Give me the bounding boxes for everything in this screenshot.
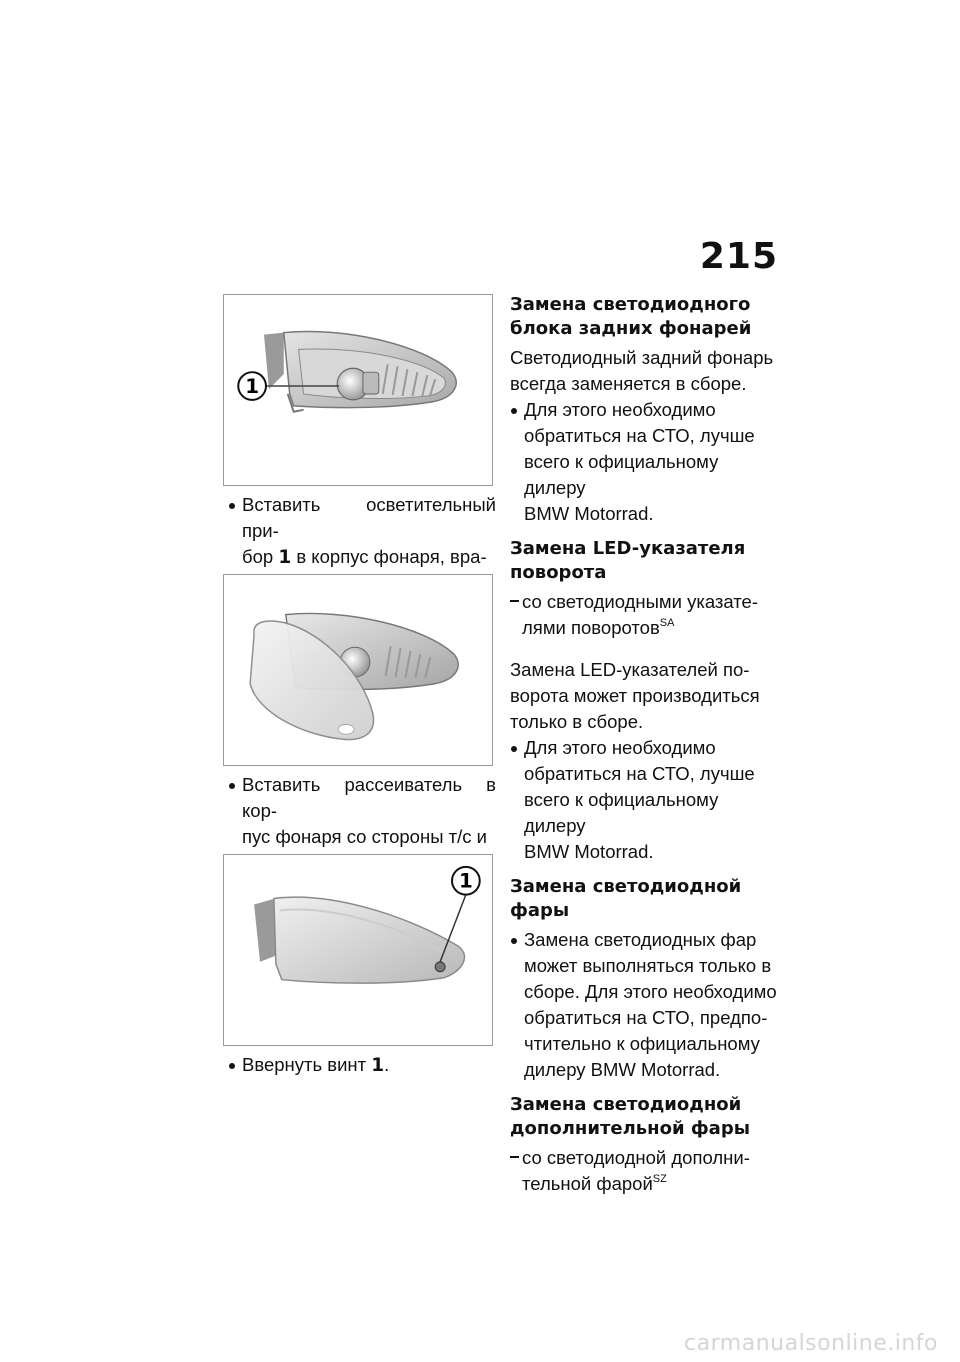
taillight-assembled-illustration (224, 855, 492, 1045)
taillight-housing-bulb-illustration (224, 295, 492, 485)
step-insert-bulb: Вставить осветительный при- бор 1 в корпус фонаря, вра- (228, 492, 496, 597)
page-number: 215 (699, 236, 778, 277)
figure-screw (223, 854, 493, 1046)
callout-1: 1 (245, 374, 259, 398)
heading-led-turn: Замена LED-указателя поворота (510, 538, 746, 583)
figure-bulb-insert (223, 294, 493, 486)
heading-rear-led: Замена светодиодного блока задних фонарей (510, 294, 752, 339)
section-led-turn: Замена LED-указателя поворота со светодиодными указате- лями поворотов$^{SA}$ Замена LED-указателей по- ворота может производиться только в сборе. Для этого необходимо обратиться на СТО, лучше всего к официальному дилеру BMW Motorrad. (510, 537, 785, 865)
step-screw: Ввернуть винт 1. (228, 1052, 496, 1079)
taillight-lens-illustration (224, 575, 492, 765)
callout-1-screw: 1 (458, 869, 473, 893)
section-led-headlight: Замена светодиодной фары Замена светодиодных фар может выполняться только в сборе. Для этого необходимо обратиться на СТО, предпо- чтительно к официальному дилеру BMW Motorrad. (510, 875, 785, 1083)
section-led-auxiliary: Замена светодиодной дополнительной фары со светодиодной дополни- тельной фарой$^{SZ}$ (510, 1093, 785, 1197)
right-column (510, 293, 785, 1197)
step-insert-lens: Вставить рассеиватель в кор- пус фонаря со стороны т/с и (228, 772, 496, 876)
figure-lens-insert (223, 574, 493, 766)
section-rear-led: Замена светодиодного блока задних фонарей Светодиодный задний фонарь всегда заменяется в сборе. Для этого необходимо обратиться на СТО, лучше всего к официальному дилеру BMW Motorrad. (510, 293, 785, 527)
heading-led-auxiliary: Замена светодиодной дополнительной фары (510, 1094, 750, 1139)
heading-led-headlight: Замена светодиодной фары (510, 876, 742, 921)
footer-watermark: carmanualsonline.info (684, 1331, 938, 1356)
